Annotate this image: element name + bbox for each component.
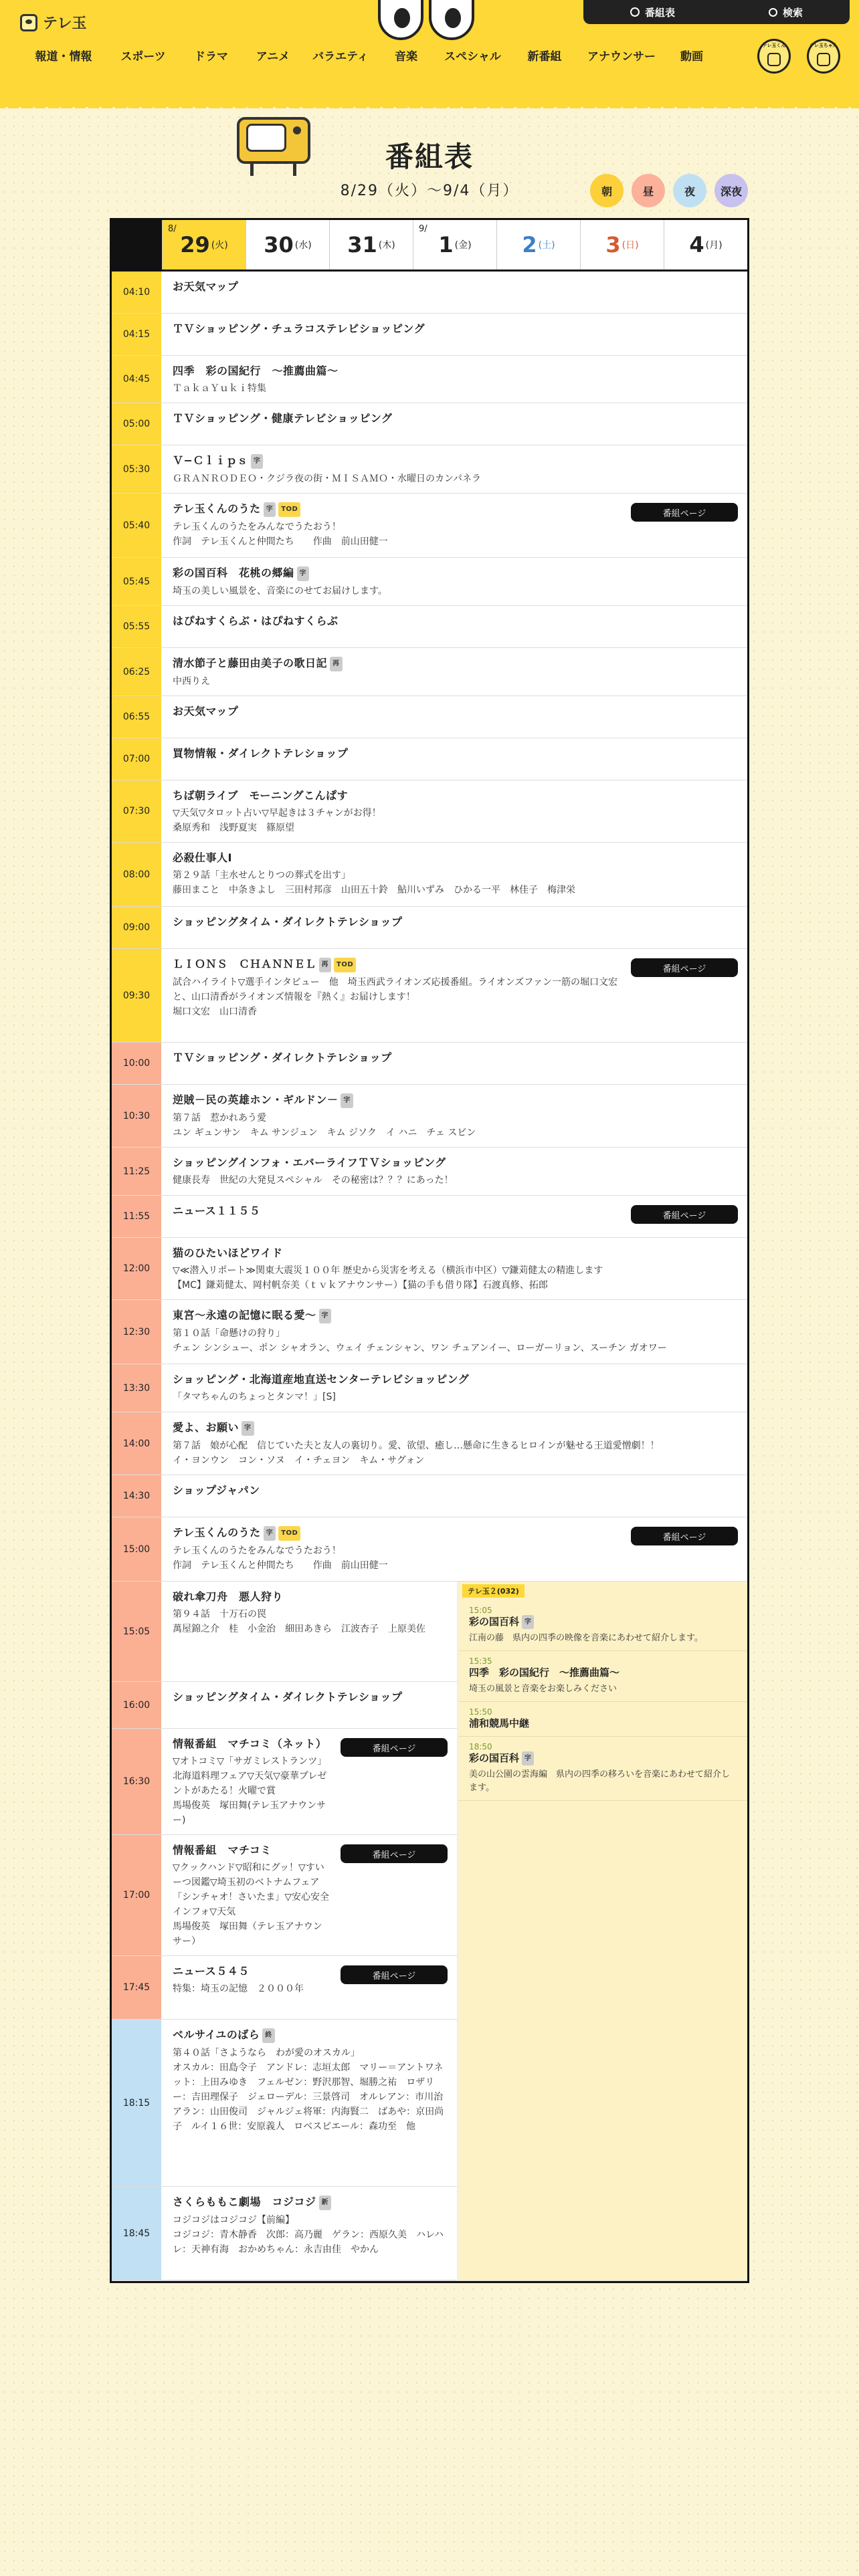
day-of-week: (月) [705,240,723,251]
program-time: 05:00 [112,403,162,445]
program-time: 11:25 [112,1148,162,1195]
program-description: ▽≪潜入リポート≫関東大震災１００年 歴史から災害を考える（横浜市中区）▽鎌苅健太の精進します 【MC】鎌苅健太、岡村帆奈美（ｔｖｋアナウンサー）【猫の手も借り隊】石渡真修、拓郎 [173,1265,603,1291]
subchannel-column [457,1582,747,2280]
program-time: 11:55 [112,1196,162,1237]
search-icon [769,8,777,17]
program-title[interactable]: 愛よ、お願い 字 [173,1420,737,1436]
program-description: ▽クックハンド▽昭和にグッ！▽すいーつ図鑑▽埼玉初のベトナムフェア「シンチャオ！さいたま」▽安心安全インフォ▽天気 馬場俊英 塚田舞（テレ玉アナウンサー） [173,1862,329,1947]
day-tab[interactable] [329,220,413,270]
program-title[interactable]: ベルサイユのばら 終 [173,2028,446,2043]
program-title[interactable]: 猫のひたいほどワイド [173,1247,283,1259]
program-title[interactable]: テレ玉くんのうた 字 TOD [173,1525,620,1541]
program-title[interactable]: ニュース１１５５ [173,1204,261,1217]
day-of-week: (金) [454,240,472,251]
day-number: 29 [180,232,210,257]
program-description: テレ玉くんのうたをみんなでうたおう！ 作詞 テレ玉くんと仲間たち 作曲 前山田健一 [173,522,388,547]
day-tabs [112,220,747,272]
subchannel-description: 江南の藤 県内の四季の映像を音楽にあわせて紹介します。 [469,1633,703,1643]
program-title[interactable]: 東宮〜永遠の記憶に眠る愛〜 字 [173,1308,737,1323]
program-time: 06:25 [112,648,162,695]
program-description: 埼玉の美しい風景を、音楽にのせてお届けします。 [173,586,387,597]
program-description: コジコジはコジコジ【前編】 コジコジ：青木静香 次郎：高乃麗 ゲラン：西原久美 ハレハレ：天神有海 おかめちゃん：永吉由佳 やかん [173,2215,444,2255]
program-time: 05:45 [112,558,162,605]
program-time: 06:55 [112,696,162,738]
program-description: 特集：埼玉の記憶 ２０００年 [173,1983,304,1994]
program-time: 07:00 [112,738,162,780]
program-time: 09:30 [112,949,162,1042]
program-badge: 再 [330,657,343,671]
program-row [112,494,747,558]
program-description: 「タマちゃんのちょっとタンマ！」[S] [173,1392,336,1402]
program-description: 中西りえ [173,676,210,687]
program-title[interactable]: 情報番組 マチコミ [173,1844,272,1856]
subchannel-title: 彩の国百科 字 [469,1751,737,1765]
program-badge: TOD [334,958,356,972]
program-row [112,403,747,445]
day-tab[interactable] [580,220,664,270]
day-tab[interactable] [246,220,329,270]
day-month: 8/ [168,224,177,234]
program-row [112,1412,747,1475]
program-row [112,1196,747,1238]
program-row [112,2020,457,2187]
program-time: 12:30 [112,1300,162,1364]
page-title: 番組表 [385,140,474,173]
day-of-week: (水) [294,240,312,251]
day-tab[interactable] [496,220,580,270]
program-row [112,1148,747,1196]
program-badge: 字 [522,1615,534,1629]
corner-cell [112,220,162,270]
mascot-eyes [378,0,478,40]
program-title[interactable]: ショップジャパン [173,1484,260,1497]
subchannel-time: 15:35 [469,1656,492,1666]
program-title[interactable]: ニュース５４５ [173,1965,250,1977]
program-page-button[interactable]: 番組ページ [631,503,738,522]
nav-item[interactable]: 報道・情報 [35,50,92,64]
day-number: 31 [347,232,377,257]
nav-item[interactable]: 音楽 [395,50,417,64]
main-nav [20,47,719,64]
subchannel-item[interactable] [458,1702,747,1737]
day-of-week: (土) [538,240,555,251]
program-badge: 字 [264,502,276,517]
mascot-icon [817,53,830,66]
subchannel-description: 美の山公園の雲海編 県内の四季の移ろいを音楽にあわせて紹介します。 [469,1769,731,1793]
program-row [112,1956,457,2020]
program-description: テレ玉くんのうたをみんなでうたおう！ 作詞 テレ玉くんと仲間たち 作曲 前山田健一 [173,1545,388,1571]
nav-item[interactable]: 新番組 [527,50,562,64]
program-title[interactable]: ちば朝ライブ モーニングこんぱす [173,789,349,802]
search-link[interactable]: 検索 [769,5,803,19]
program-row [112,606,747,648]
main-channel-column [112,1582,457,2280]
program-time: 10:30 [112,1085,162,1147]
program-title[interactable]: ＬＩＯＮＳ ＣＨＡＮＮＥＬ 再 TOD [173,957,620,972]
schedule-grid [110,218,749,2283]
program-row [112,1517,747,1582]
program-row [112,1475,747,1517]
subchannel-tag: テレ玉２(032) [462,1584,524,1598]
program-row [112,696,747,738]
program-row [112,1729,457,1835]
tv-logo-icon [20,14,37,31]
program-description: 第７話 惹かれあう愛 ユン ギュンサン キム サンジュン キム ジソク イ ハニ チェ スビン [173,1113,476,1138]
program-row [112,1238,747,1300]
program-time: 17:45 [112,1956,162,2019]
mascot-button-terekun[interactable]: テレ玉くん [757,39,791,74]
topbar [583,0,850,24]
program-row [112,356,747,403]
program-title[interactable]: お天気マップ [173,280,239,293]
program-row [112,445,747,494]
program-badge: 字 [522,1751,534,1765]
program-badge: 字 [341,1093,353,1108]
day-number: 30 [264,232,294,257]
program-time: 12:00 [112,1238,162,1299]
program-time: 05:55 [112,606,162,647]
program-row [112,907,747,949]
program-row [112,648,747,696]
program-badge: 再 [319,958,332,972]
program-description: 第９４話 十万石の罠 萬屋錦之介 桂 小金治 細田あきら 江波杏子 上原美佐 [173,1609,425,1634]
nav-item[interactable]: 動画 [680,50,703,64]
subchannel-item[interactable] [458,1600,747,1651]
program-page-button[interactable]: 番組ページ [631,958,738,977]
time-of-day-selector [590,174,748,207]
program-title[interactable]: さくらももこ劇場 コジコジ 新 [173,2195,446,2210]
program-badge: 字 [297,566,310,581]
program-badge: 字 [319,1309,332,1323]
program-title[interactable]: ショッピングインフォ・エバーライフＴＶショッピング [173,1156,446,1169]
right-eye-icon [429,0,474,40]
day-of-week: (木) [378,240,395,251]
tod-morning-button[interactable]: 朝 [590,174,624,207]
subchannel-title: 彩の国百科 字 [469,1615,737,1629]
day-of-week: (火) [211,240,228,251]
day-number: 4 [689,232,704,257]
program-title[interactable]: 情報番組 マチコミ（ネット） [173,1737,327,1750]
day-tab[interactable] [664,220,747,270]
program-time: 04:45 [112,356,162,403]
program-row [112,843,747,907]
program-description: ▽オトコミ▽「サガミレストランツ」北海道料理フェア▽天気▽豪華プレゼントがあたる！火曜で賞 馬場俊英 塚田舞(テレ玉アナウンサー) [173,1756,327,1826]
day-tab[interactable] [162,220,246,270]
program-title[interactable]: テレ玉くんのうた 字 TOD [173,502,620,517]
program-page-button[interactable]: 番組ページ [341,1965,448,1984]
nav-item[interactable]: スペシャル [444,50,501,64]
day-number: 2 [522,232,537,257]
program-title[interactable]: お天気マップ [173,705,239,718]
program-time: 15:05 [112,1582,162,1681]
program-row [112,272,747,314]
program-row [112,1835,457,1956]
program-time: 04:15 [112,314,162,355]
program-description: 第４０話「さようなら わが愛のオスカル」 オスカル：田島令子 アンドレ：志垣太郎 マリー＝アントワネット：上田みゆき フェルゼン：野沢那智、堀勝之祐 ロザリー：吉田理保子 ジェローデル：三景啓司 オルレアン：市川治 アラン：山田俊司 ジャルジェ将軍：内海賢二 ばあや：京田尚子 ルイ１６世：安原義人 ロベスピエール：森功至 他 [173,2048,453,2132]
program-description: ▽天気▽タロット占い▽早起きは３チャンがお得！ 桑原秀和 浅野夏実 篠原望 [173,808,381,833]
program-description: ＴａｋａＹｕｋｉ特集 [173,383,266,394]
program-time: 09:00 [112,907,162,948]
program-row [112,949,747,1043]
subchannel-time: 18:50 [469,1742,492,1751]
tod-noon-button[interactable]: 昼 [632,174,665,207]
nav-item[interactable]: スポーツ [120,50,166,64]
program-title[interactable]: ＴＶショッピング・ダイレクトテレショップ [173,1051,392,1064]
nav-item[interactable]: アナウンサー [587,50,656,64]
program-badge: 字 [264,1526,276,1541]
program-row [112,2187,457,2280]
program-time: 13:30 [112,1364,162,1412]
program-title[interactable]: 必殺仕事人Ⅰ [173,851,232,864]
program-page-button[interactable]: 番組ページ [631,1205,738,1224]
program-title[interactable]: ＴＶショッピング・健康テレビショッピング [173,412,393,425]
program-row [112,738,747,780]
program-time: 16:00 [112,1682,162,1728]
left-eye-icon [378,0,423,40]
program-title[interactable]: 四季 彩の国紀行 〜推薦曲篇〜 [173,364,339,377]
program-badge: TOD [278,1526,300,1541]
program-time: 14:00 [112,1412,162,1475]
tod-night-button[interactable]: 夜 [673,174,706,207]
mascot-icon [767,53,781,66]
program-title[interactable]: ショッピングタイム・ダイレクトテレショップ [173,1691,403,1703]
subchannel-item[interactable] [458,1651,747,1702]
schedule-link[interactable]: 番組表 [630,5,675,19]
program-time: 14:30 [112,1475,162,1517]
program-title[interactable]: 破れ傘刀舟 悪人狩り [173,1590,284,1603]
nav-item[interactable]: ドラマ [194,50,228,64]
program-row [112,558,747,606]
program-row [112,1300,747,1364]
program-list [112,272,747,2281]
site-logo[interactable]: テレ玉 [20,12,87,33]
program-badge: 新 [319,2195,332,2210]
program-page-button[interactable]: 番組ページ [631,1527,738,1545]
program-title[interactable]: ショッピング・北海道産地直送センターテレビショッピング [173,1373,470,1386]
subchannel-description: 埼玉の風景と音楽をお楽しみください [469,1684,617,1694]
program-badge: TOD [278,502,300,517]
program-description: 試合ハイライト▽選手インタビュー 他 埼玉西武ライオンズ応援番組。ライオンズファン一筋の堀口文宏と、山口清香がライオンズ情報を『熱く』お届けします！ 堀口文宏 山口清香 [173,977,617,1017]
program-time: 05:30 [112,445,162,493]
program-description: ＧＲＡＮＲＯＤＥＯ・クジラ夜の街・ＭＩＳＡＭＯ・水曜日のカンパネラ [173,473,482,484]
program-row [112,1085,747,1148]
program-time: 07:30 [112,780,162,842]
program-time: 04:10 [112,272,162,313]
program-time: 05:40 [112,494,162,557]
program-time: 08:00 [112,843,162,906]
day-tab[interactable] [413,220,496,270]
program-title[interactable]: はぴねすくらぶ・はぴねすくらぶ [173,615,339,627]
title-area [0,100,859,211]
subchannel-item[interactable] [458,1737,747,1801]
program-title[interactable]: 彩の国百科 花桃の郷編 字 [173,566,737,581]
split-section [112,1582,747,2281]
day-of-week: (日) [622,240,639,251]
program-time: 15:00 [112,1517,162,1581]
subchannel-time: 15:05 [469,1606,492,1615]
site-header [0,0,859,100]
program-time: 18:15 [112,2020,162,2186]
tod-latenight-button[interactable]: 深夜 [714,174,748,207]
day-month: 9/ [419,224,427,234]
program-description: 健康長寿 世紀の大発見スペシャル その秘密は？？？にあった！ [173,1175,454,1186]
day-number: 1 [438,232,454,257]
program-row [112,780,747,843]
program-page-button[interactable]: 番組ページ [341,1844,448,1863]
program-row [112,1364,747,1412]
subchannel-time: 15:50 [469,1707,492,1717]
program-title[interactable]: Ｖ−Ｃｌｉｐｓ 字 [173,453,737,469]
program-time: 18:45 [112,2187,162,2280]
program-time: 17:00 [112,1835,162,1955]
program-title[interactable]: ＴＶショッピング・チュラコステレビショッピング [173,322,425,335]
program-time: 10:00 [112,1043,162,1084]
program-title[interactable]: 清水節子と藤田由美子の歌日記 再 [173,656,737,671]
program-description: 第２９話「主水せんとりつの葬式を出す」 藤田まこと 中条きよし 三田村邦彦 山田五十鈴 鮎川いずみ ひかる一平 林佳子 梅津栄 [173,870,575,895]
program-row [112,1682,457,1729]
program-badge: 字 [242,1421,254,1436]
subchannel-title: 四季 彩の国紀行 〜推薦曲篇〜 [469,1667,620,1679]
program-row [112,314,747,356]
program-title[interactable]: ショッピングタイム・ダイレクトテレショップ [173,916,403,928]
date-range: 8/29（火）〜9/4（月） [340,183,519,199]
program-title[interactable]: 買物情報・ダイレクトテレショップ [173,747,349,760]
day-number: 3 [605,232,621,257]
subchannel-title: 浦和競馬中継 [469,1717,530,1729]
nav-item[interactable]: アニメ [256,50,290,64]
nav-item[interactable]: バラエティ [312,50,369,64]
program-title[interactable]: 逆賊－民の英雄ホン・ギルドン－ 字 [173,1093,737,1108]
program-row [112,1582,457,1682]
program-description: 第１０話「命懸けの狩り」 チェン シンシュー、ポン シャオラン、ウェイ チェンシャン、ワン チュアンイー、ローガーリョン、スーチン ガオワー [173,1328,667,1354]
program-time: 16:30 [112,1729,162,1834]
program-badge: 字 [251,454,264,469]
program-description: 第７話 娘が心配 信じていた夫と友人の裏切り。愛、欲望、癒し…懸命に生きるヒロインが魅せる王道愛憎劇！！ イ・ヨンウン コン・ソヌ イ・チェヨン キム・サグォン [173,1440,660,1466]
program-row [112,1043,747,1085]
program-badge: 終 [262,2028,275,2043]
mascot-button-terechan[interactable]: テレ玉ちゃん [807,39,840,74]
clock-icon [630,7,640,17]
program-page-button[interactable]: 番組ページ [341,1738,448,1757]
